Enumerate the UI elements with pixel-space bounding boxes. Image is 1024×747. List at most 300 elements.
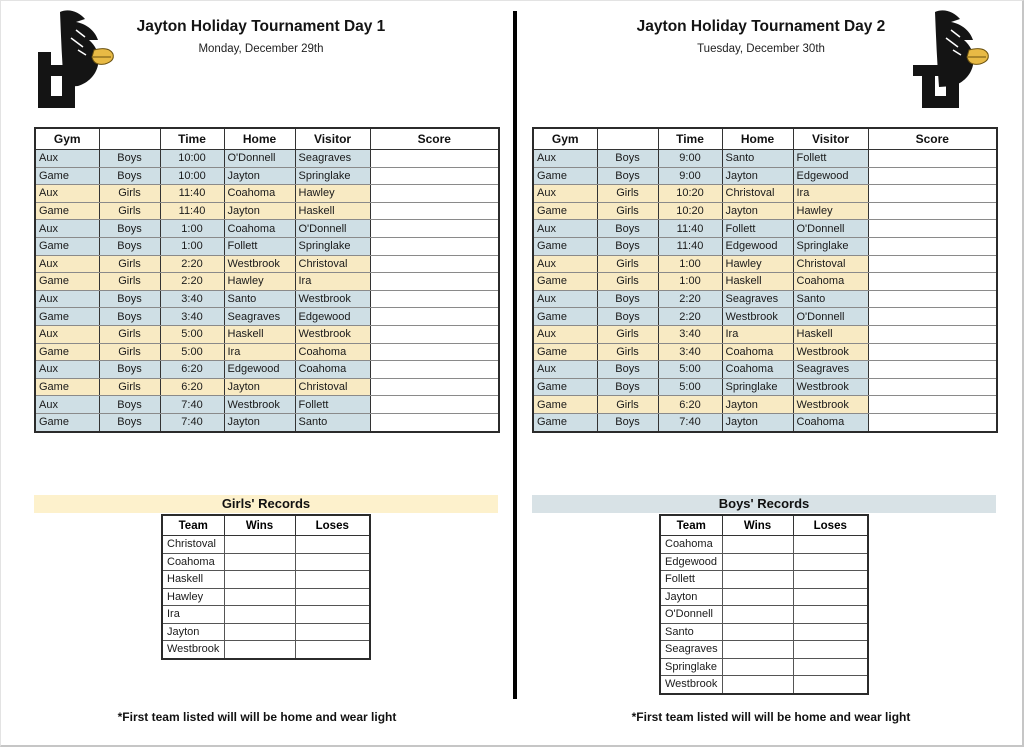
visitor-cell: Christoval [295, 378, 370, 396]
schedule-table [532, 127, 998, 433]
division-cell: Boys [597, 237, 658, 255]
score-cell [868, 343, 997, 361]
time-cell: 10:00 [160, 150, 224, 168]
schedule-row [35, 220, 499, 238]
home-cell: Jayton [224, 378, 295, 396]
gym-header: Gym [533, 128, 597, 150]
footnote: *First team listed will will be home and wear light [631, 710, 911, 724]
schedule-row [533, 185, 997, 203]
division-cell: Girls [99, 325, 160, 343]
score-cell [868, 167, 997, 185]
wins-cell [722, 606, 793, 624]
division-cell: Girls [99, 202, 160, 220]
visitor-cell: O'Donnell [793, 308, 868, 326]
gym-cell: Aux [533, 290, 597, 308]
home-cell: Santo [722, 150, 793, 168]
wins-cell [224, 536, 295, 554]
score-cell [868, 202, 997, 220]
gym-cell: Aux [35, 255, 99, 273]
record-row [660, 588, 868, 606]
home-cell: Ira [224, 343, 295, 361]
schedule-row [533, 202, 997, 220]
division-cell: Girls [597, 396, 658, 414]
visitor-cell: Seagraves [793, 361, 868, 379]
record-row [660, 606, 868, 624]
gym-header: Gym [35, 128, 99, 150]
time-cell: 10:00 [160, 167, 224, 185]
score-cell [370, 378, 499, 396]
division-cell: Boys [99, 361, 160, 379]
team-cell: Haskell [162, 571, 224, 589]
schedule-row [35, 308, 499, 326]
gym-cell: Aux [35, 396, 99, 414]
time-cell: 2:20 [658, 308, 722, 326]
time-header: Time [160, 128, 224, 150]
schedule-row [533, 361, 997, 379]
records-header-row [162, 515, 370, 536]
home-cell: Hawley [722, 255, 793, 273]
schedule-row [35, 255, 499, 273]
gym-cell: Aux [35, 290, 99, 308]
loses-header: Loses [295, 515, 370, 536]
score-cell [868, 308, 997, 326]
gym-cell: Aux [35, 325, 99, 343]
wins-cell [224, 571, 295, 589]
division-cell: Boys [597, 413, 658, 431]
records-table [659, 514, 869, 695]
score-cell [868, 220, 997, 238]
wins-cell [722, 623, 793, 641]
time-cell: 1:00 [160, 237, 224, 255]
time-cell: 1:00 [658, 273, 722, 291]
gym-cell: Game [533, 202, 597, 220]
division-cell: Boys [99, 396, 160, 414]
gym-cell: Aux [533, 220, 597, 238]
time-cell: 11:40 [160, 185, 224, 203]
home-cell: Springlake [722, 378, 793, 396]
loses-cell [793, 588, 868, 606]
home-cell: Westbrook [224, 255, 295, 273]
division-cell: Boys [597, 378, 658, 396]
division-cell: Boys [99, 237, 160, 255]
visitor-cell: Springlake [295, 237, 370, 255]
gym-cell: Game [35, 167, 99, 185]
schedule-row [533, 220, 997, 238]
score-cell [868, 273, 997, 291]
records-title-band: Boys' Records [532, 495, 996, 513]
visitor-cell: Edgewood [295, 308, 370, 326]
loses-cell [295, 571, 370, 589]
team-cell: Hawley [162, 588, 224, 606]
team-cell: Santo [660, 623, 722, 641]
team-cell: O'Donnell [660, 606, 722, 624]
wins-cell [722, 658, 793, 676]
division-cell: Boys [597, 361, 658, 379]
team-cell: Christoval [162, 536, 224, 554]
time-header: Time [658, 128, 722, 150]
schedule-row [35, 361, 499, 379]
wins-cell [722, 676, 793, 694]
home-cell: Follett [722, 220, 793, 238]
loses-header: Loses [793, 515, 868, 536]
record-row [162, 588, 370, 606]
time-cell: 2:20 [160, 273, 224, 291]
score-cell [370, 185, 499, 203]
team-cell: Coahoma [162, 553, 224, 571]
time-cell: 5:00 [658, 378, 722, 396]
team-cell: Coahoma [660, 536, 722, 554]
wins-cell [224, 641, 295, 659]
time-cell: 3:40 [658, 343, 722, 361]
visitor-cell: Edgewood [793, 167, 868, 185]
score-cell [370, 343, 499, 361]
page-header [611, 18, 911, 55]
wins-cell [722, 553, 793, 571]
wins-cell [224, 588, 295, 606]
team-header: Team [660, 515, 722, 536]
visitor-cell: Follett [793, 150, 868, 168]
wins-cell [224, 606, 295, 624]
records-title-band: Girls' Records [34, 495, 498, 513]
page-date: Tuesday, December 30th [697, 43, 825, 55]
time-cell: 9:00 [658, 150, 722, 168]
score-cell [370, 361, 499, 379]
division-cell: Boys [99, 413, 160, 431]
schedule-row [533, 308, 997, 326]
home-cell: Christoval [722, 185, 793, 203]
home-cell: Seagraves [224, 308, 295, 326]
visitor-header: Visitor [295, 128, 370, 150]
gym-cell: Game [35, 378, 99, 396]
schedule-table [34, 127, 500, 433]
gym-cell: Game [533, 343, 597, 361]
visitor-cell: Westbrook [793, 343, 868, 361]
schedule-row [35, 343, 499, 361]
gym-cell: Aux [35, 185, 99, 203]
schedule-row [533, 343, 997, 361]
score-cell [868, 413, 997, 431]
gym-cell: Game [533, 413, 597, 431]
schedule-row [533, 413, 997, 431]
schedule-row [35, 413, 499, 431]
visitor-cell: Santo [793, 290, 868, 308]
division-cell: Girls [597, 185, 658, 203]
visitor-cell: O'Donnell [295, 220, 370, 238]
record-row [660, 641, 868, 659]
time-cell: 10:20 [658, 185, 722, 203]
time-cell: 10:20 [658, 202, 722, 220]
home-cell: Coahoma [722, 343, 793, 361]
loses-cell [793, 658, 868, 676]
time-cell: 1:00 [658, 255, 722, 273]
page-title: Jayton Holiday Tournament Day 2 [636, 18, 886, 35]
visitor-cell: Seagraves [295, 150, 370, 168]
division-cell: Boys [99, 220, 160, 238]
loses-cell [793, 536, 868, 554]
time-cell: 7:40 [160, 396, 224, 414]
loses-cell [793, 606, 868, 624]
schedule-row [35, 150, 499, 168]
division-cell: Girls [99, 273, 160, 291]
gym-cell: Game [35, 202, 99, 220]
division-cell: Boys [99, 290, 160, 308]
time-cell: 2:20 [658, 290, 722, 308]
score-cell [868, 255, 997, 273]
home-cell: Follett [224, 237, 295, 255]
home-cell: Seagraves [722, 290, 793, 308]
record-row [660, 571, 868, 589]
visitor-cell: Santo [295, 413, 370, 431]
gym-cell: Game [35, 413, 99, 431]
visitor-cell: O'Donnell [793, 220, 868, 238]
schedule-row [533, 237, 997, 255]
home-cell: Westbrook [224, 396, 295, 414]
schedule-row [35, 325, 499, 343]
home-cell: Haskell [224, 325, 295, 343]
page-header [111, 18, 411, 55]
schedule-body [35, 150, 499, 432]
loses-cell [793, 571, 868, 589]
time-cell: 9:00 [658, 167, 722, 185]
team-cell: Ira [162, 606, 224, 624]
record-row [162, 571, 370, 589]
team-cell: Jayton [660, 588, 722, 606]
division-cell: Girls [597, 255, 658, 273]
division-cell: Girls [99, 255, 160, 273]
visitor-cell: Coahoma [793, 273, 868, 291]
records-header-row [660, 515, 868, 536]
time-cell: 2:20 [160, 255, 224, 273]
wins-cell [224, 553, 295, 571]
schedule-row [533, 167, 997, 185]
home-cell: Santo [224, 290, 295, 308]
schedule-row [35, 290, 499, 308]
division-cell: Girls [597, 273, 658, 291]
home-cell: Jayton [722, 396, 793, 414]
team-cell: Westbrook [660, 676, 722, 694]
records-table [161, 514, 371, 660]
record-row [660, 623, 868, 641]
gym-cell: Aux [35, 361, 99, 379]
team-cell: Edgewood [660, 553, 722, 571]
gym-cell: Game [35, 308, 99, 326]
bird-head-icon [935, 10, 988, 87]
loses-cell [295, 588, 370, 606]
record-row [660, 658, 868, 676]
jaybird-logo [906, 10, 992, 110]
schedule-row [533, 325, 997, 343]
schedule-row [35, 237, 499, 255]
score-cell [370, 308, 499, 326]
visitor-cell: Springlake [295, 167, 370, 185]
schedule-header-row [533, 128, 997, 150]
division-header [597, 128, 658, 150]
score-cell [868, 378, 997, 396]
gym-cell: Aux [533, 185, 597, 203]
gym-cell: Game [533, 237, 597, 255]
division-cell: Girls [597, 202, 658, 220]
visitor-cell: Follett [295, 396, 370, 414]
home-cell: Edgewood [224, 361, 295, 379]
gym-cell: Aux [533, 150, 597, 168]
jaybird-logo [31, 10, 117, 110]
visitor-cell: Westbrook [793, 378, 868, 396]
gym-cell: Game [533, 396, 597, 414]
score-cell [370, 150, 499, 168]
time-cell: 5:00 [160, 343, 224, 361]
record-row [660, 536, 868, 554]
visitor-cell: Springlake [793, 237, 868, 255]
visitor-cell: Christoval [295, 255, 370, 273]
home-cell: Hawley [224, 273, 295, 291]
gym-cell: Aux [533, 255, 597, 273]
division-cell: Girls [597, 343, 658, 361]
gym-cell: Game [533, 308, 597, 326]
gym-cell: Aux [533, 361, 597, 379]
time-cell: 1:00 [160, 220, 224, 238]
visitor-cell: Ira [793, 185, 868, 203]
schedule-row [533, 150, 997, 168]
loses-cell [295, 623, 370, 641]
records-body [660, 536, 868, 694]
score-cell [868, 237, 997, 255]
visitor-cell: Christoval [793, 255, 868, 273]
schedule-row [533, 396, 997, 414]
team-header: Team [162, 515, 224, 536]
time-cell: 6:20 [160, 378, 224, 396]
time-cell: 3:40 [160, 290, 224, 308]
gym-cell: Game [35, 237, 99, 255]
wins-cell [722, 571, 793, 589]
time-cell: 7:40 [160, 413, 224, 431]
time-cell: 11:40 [658, 237, 722, 255]
record-row [162, 553, 370, 571]
record-row [162, 641, 370, 659]
wins-cell [722, 536, 793, 554]
visitor-cell: Hawley [295, 185, 370, 203]
schedule-row [533, 255, 997, 273]
home-cell: O'Donnell [224, 150, 295, 168]
visitor-cell: Westbrook [793, 396, 868, 414]
division-cell: Boys [99, 167, 160, 185]
score-header: Score [370, 128, 499, 150]
home-cell: Jayton [722, 202, 793, 220]
time-cell: 5:00 [658, 361, 722, 379]
loses-cell [295, 606, 370, 624]
wins-header: Wins [722, 515, 793, 536]
score-cell [868, 150, 997, 168]
division-cell: Girls [597, 325, 658, 343]
visitor-header: Visitor [793, 128, 868, 150]
loses-cell [295, 641, 370, 659]
home-cell: Coahoma [224, 220, 295, 238]
visitor-cell: Haskell [295, 202, 370, 220]
time-cell: 3:40 [160, 308, 224, 326]
score-cell [868, 396, 997, 414]
visitor-cell: Coahoma [793, 413, 868, 431]
time-cell: 11:40 [160, 202, 224, 220]
score-cell [370, 396, 499, 414]
home-cell: Coahoma [224, 185, 295, 203]
loses-cell [793, 623, 868, 641]
gym-cell: Aux [35, 150, 99, 168]
division-cell: Girls [99, 185, 160, 203]
home-cell: Ira [722, 325, 793, 343]
loses-cell [295, 553, 370, 571]
schedule-row [35, 202, 499, 220]
team-cell: Seagraves [660, 641, 722, 659]
gym-cell: Game [533, 378, 597, 396]
schedule-header-row [35, 128, 499, 150]
loses-cell [793, 641, 868, 659]
record-row [660, 553, 868, 571]
time-cell: 6:20 [658, 396, 722, 414]
wins-header: Wins [224, 515, 295, 536]
score-cell [370, 237, 499, 255]
home-cell: Jayton [224, 202, 295, 220]
wins-cell [224, 623, 295, 641]
schedule-body [533, 150, 997, 432]
home-cell: Edgewood [722, 237, 793, 255]
page-day1 [1, 1, 513, 747]
schedule-row [533, 378, 997, 396]
visitor-cell: Westbrook [295, 325, 370, 343]
record-row [162, 536, 370, 554]
team-cell: Follett [660, 571, 722, 589]
score-cell [868, 185, 997, 203]
schedule-row [35, 273, 499, 291]
division-cell: Boys [597, 220, 658, 238]
footnote: *First team listed will will be home and wear light [117, 710, 397, 724]
home-header: Home [224, 128, 295, 150]
home-cell: Westbrook [722, 308, 793, 326]
team-cell: Springlake [660, 658, 722, 676]
time-cell: 11:40 [658, 220, 722, 238]
records-body [162, 536, 370, 659]
time-cell: 6:20 [160, 361, 224, 379]
score-cell [370, 290, 499, 308]
home-cell: Jayton [722, 167, 793, 185]
time-cell: 5:00 [160, 325, 224, 343]
record-row [162, 606, 370, 624]
record-row [162, 623, 370, 641]
score-cell [370, 325, 499, 343]
team-cell: Jayton [162, 623, 224, 641]
division-cell: Boys [597, 290, 658, 308]
score-cell [370, 220, 499, 238]
score-cell [868, 361, 997, 379]
page-title: Jayton Holiday Tournament Day 1 [136, 18, 386, 35]
gym-cell: Aux [35, 220, 99, 238]
loses-cell [793, 553, 868, 571]
division-cell: Boys [99, 150, 160, 168]
home-header: Home [722, 128, 793, 150]
visitor-cell: Westbrook [295, 290, 370, 308]
loses-cell [793, 676, 868, 694]
wins-cell [722, 588, 793, 606]
time-cell: 7:40 [658, 413, 722, 431]
record-row [660, 676, 868, 694]
schedule-row [533, 290, 997, 308]
page-date: Monday, December 29th [198, 43, 324, 55]
visitor-cell: Ira [295, 273, 370, 291]
home-cell: Jayton [224, 167, 295, 185]
division-cell: Boys [99, 308, 160, 326]
score-cell [868, 325, 997, 343]
schedule-row [35, 396, 499, 414]
schedule-row [35, 167, 499, 185]
division-cell: Boys [597, 150, 658, 168]
